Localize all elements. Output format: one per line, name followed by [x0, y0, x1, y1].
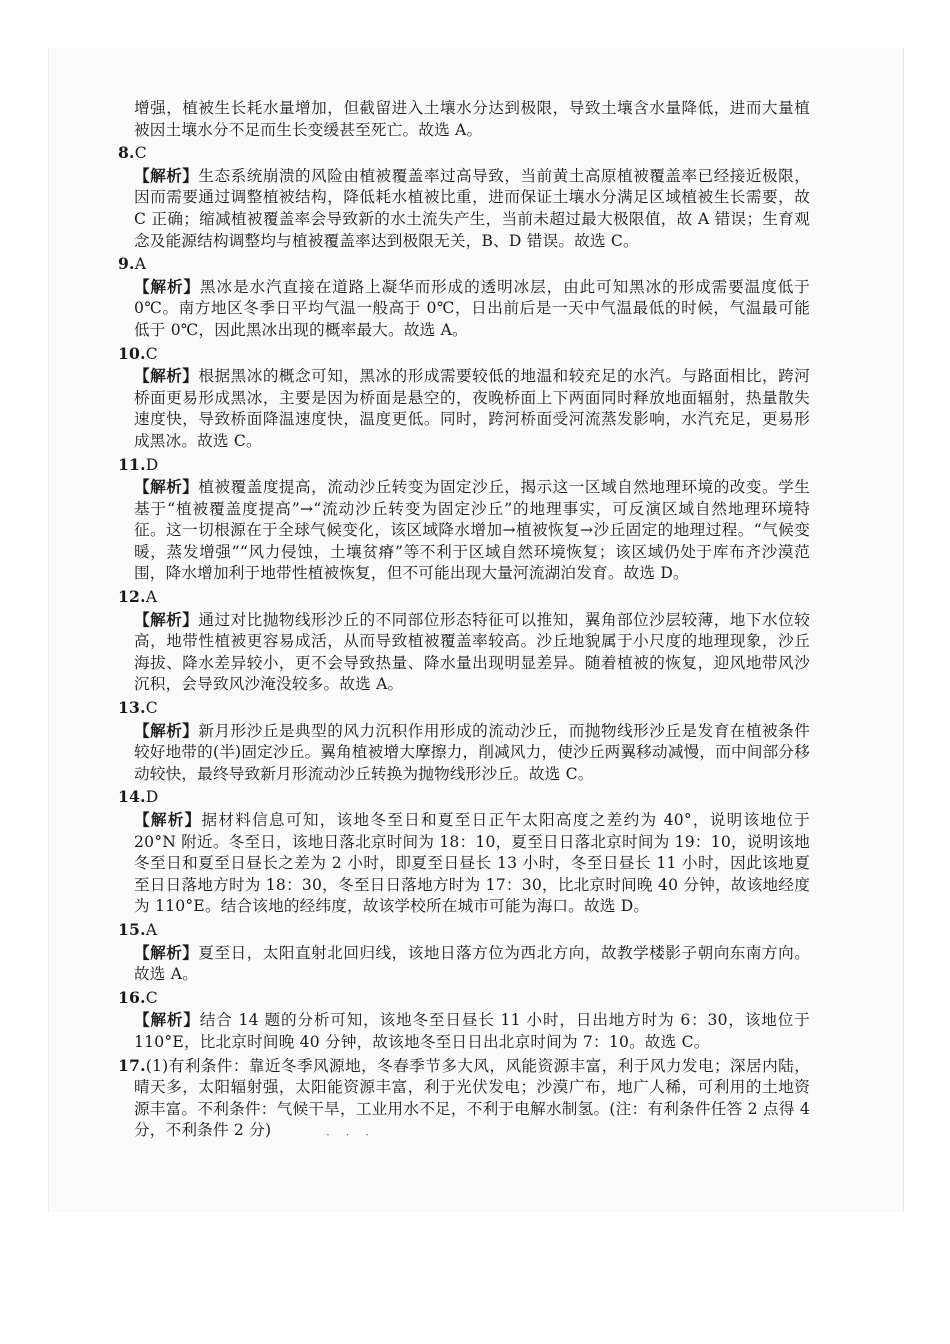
analysis-tag: 【解析】 — [134, 810, 202, 829]
question-number-text: 12. — [118, 587, 146, 607]
question-17 — [118, 1055, 810, 1142]
question-number — [118, 697, 810, 720]
q17-paragraph — [118, 1055, 810, 1142]
q17-text: (1)有利条件：靠近冬季风源地，冬春季节多大风，风能资源丰富，利于风力发电；深居内陆，晴天多，太阳辐射强，太阳能资源丰富，利于光伏发电；沙漠广布，地广人稀，可利用的土地资源丰富。不利条件：气候干旱，工业用水不足，不利于电解水制氢。(注：有利条件任答 2 点得 4 分，不利条件 2 分) — [134, 1056, 810, 1140]
analysis-text: 结合 14 题的分析可知，该地冬至日昼长 11 小时，日出地方时为 6：30，该地位于 110°E，比北京时间晚 40 分钟，故该地冬至日日出北京时间为 7：10。故选 C。 — [134, 1011, 810, 1051]
question-number — [118, 786, 810, 809]
question-item — [118, 786, 810, 918]
question-number-text: 14. — [118, 787, 146, 807]
question-item — [118, 697, 810, 785]
analysis-text: 新月形沙丘是典型的风力沉积作用形成的流动沙丘，而抛物线形沙丘是发育在植被条件较好地带的(半)固定沙丘。翼角植被增大摩擦力，削减风力，使沙丘两翼移动减慢，而中间部分移动较快，最终导致新月形流动沙丘转换为抛物线形沙丘。故选 C。 — [134, 721, 810, 783]
analysis-tag: 【解析】 — [134, 720, 199, 740]
question-item — [118, 343, 810, 453]
question-list — [118, 142, 810, 1053]
analysis-tag: 【解析】 — [134, 165, 199, 185]
question-number — [118, 253, 810, 276]
question-number-text: 10. — [118, 343, 146, 363]
question-item — [118, 586, 810, 696]
question-number — [118, 142, 810, 165]
analysis-tag: 【解析】 — [134, 942, 199, 962]
analysis-paragraph — [134, 165, 810, 252]
intro-text: 增强，植被生长耗水量增加，但截留进入土壤水分达到极限，导致土壤含水量降低，进而大量植被因土壤水分不足而生长变缓甚至死亡。故选 A。 — [134, 99, 810, 139]
scan-speck: · · · — [326, 1128, 376, 1142]
analysis-text: 生态系统崩溃的风险由植被覆盖率过高导致，当前黄土高原植被覆盖率已经接近极限，因而需要通过调整植被结构，降低耗水植被比重，进而保证土壤水分满足区域植被生长需要，故 C 正确；缩减植被覆盖率会导致新的水土流失产生，当前未超过最大极限值，故 A 错误；生育观念及能源结构调整均与植被覆盖率达到极限无关，B、D 错误。故选 C。 — [134, 166, 810, 250]
question-number — [118, 586, 810, 609]
question-number — [118, 454, 810, 477]
question-item — [118, 454, 810, 586]
question-item — [118, 253, 810, 341]
analysis-text: 根据黑冰的概念可知，黑冰的形成需要较低的地温和较充足的水汽。与路面相比，跨河桥面更易形成黑冰，主要是因为桥面是悬空的，夜晚桥面上下两面同时释放地面辐射，热量散失速度快，导致桥面降温速度快，温度更低。同时，跨河桥面受河流蒸发影响，水汽充足，更易形成黑冰。故选 C。 — [134, 367, 810, 450]
analysis-tag: 【解析】 — [134, 276, 201, 296]
analysis-tag: 【解析】 — [134, 609, 199, 629]
q17-number: 17. — [118, 1055, 146, 1075]
question-item — [118, 987, 810, 1054]
analysis-paragraph — [134, 809, 810, 918]
analysis-paragraph — [134, 276, 810, 342]
question-item — [118, 919, 810, 986]
analysis-tag: 【解析】 — [134, 477, 199, 497]
analysis-text: 植被覆盖度提高，流动沙丘转变为固定沙丘，揭示这一区域自然地理环境的改变。学生基于“植被覆盖度提高”→“流动沙丘转变为固定沙丘”的地理事实，可反演区域自然地理环境特征。这一切根源在于全球气候变化，该区域降水增加→植被恢复→沙丘固定的地理过程。“气候变暖，蒸发增强”“风力侵蚀，土壤贫瘠”等不利于区域自然环境恢复；该区域仍处于库布齐沙漠范围，降水增加利于地带性植被恢复，但不可能出现大量河流湖泊发育。故选 D。 — [134, 478, 810, 583]
analysis-paragraph — [134, 476, 810, 585]
analysis-paragraph — [134, 1009, 810, 1053]
question-answer: A — [145, 588, 158, 607]
analysis-paragraph — [134, 720, 810, 786]
question-item — [118, 142, 810, 252]
question-answer: C — [145, 988, 158, 1007]
question-answer: D — [145, 455, 159, 474]
analysis-tag: 【解析】 — [134, 1010, 200, 1030]
question-answer: A — [134, 255, 147, 274]
question-number — [118, 919, 810, 942]
analysis-paragraph — [134, 942, 810, 986]
question-answer: A — [145, 920, 158, 939]
analysis-paragraph — [134, 365, 810, 452]
analysis-text: 黑冰是水汽直接在道路上凝华而形成的透明冰层，由此可知黑冰的形成需要温度低于 0℃。南方地区冬季日平均气温一般高于 0℃，日出前后是一天中气温最低的时候，气温最可能低于 0℃，因此黑冰出现的概率最大。故选 A。 — [134, 277, 810, 339]
question-number-text: 16. — [118, 987, 146, 1007]
intro-paragraph — [134, 98, 810, 141]
analysis-text: 夏至日，太阳直射北回归线，该地日落方位为西北方向，故教学楼影子朝向东南方向。故选 A。 — [134, 943, 810, 984]
question-number-text: 8. — [118, 143, 135, 163]
question-number-text: 11. — [118, 454, 146, 474]
question-answer: C — [145, 699, 158, 718]
analysis-text: 据材料信息可知，该地冬至日和夏至日正午太阳高度之差约为 40°，说明该地位于 20°N 附近。冬至日，该地日落北京时间为 18：10，夏至日日落北京时间为 19：10，说明该地冬至日和夏至日昼长之差为 2 小时，即夏至日昼长 13 小时，冬至日昼长 11 小时，因此该地夏至日日落地方时为 18：30，冬至日日落地方时为 17：30，比北京时间晚 40 分钟，故该地经度为 110°E。结合该地的经纬度，故该学校所在城市可能为海口。故选 D。 — [134, 811, 810, 916]
analysis-paragraph — [134, 609, 810, 696]
question-number — [118, 343, 810, 366]
question-number — [118, 987, 810, 1010]
question-answer: D — [145, 788, 159, 807]
analysis-text: 通过对比抛物线形沙丘的不同部位形态特征可以推知，翼角部位沙层较薄，地下水位较高，地带性植被更容易成活，从而导致植被覆盖率较高。沙丘地貌属于小尺度的地理现象，沙丘海拔、降水差异较小，更不会导致热量、降水量出现明显差异。随着植被的恢复，迎风地带风沙沉积，会导致风沙淹没较多。故选 A。 — [134, 610, 810, 694]
question-answer: C — [134, 144, 147, 163]
analysis-tag: 【解析】 — [134, 366, 199, 386]
question-number-text: 15. — [118, 919, 146, 939]
question-number-text: 9. — [118, 254, 135, 274]
question-number-text: 13. — [118, 698, 146, 718]
question-answer: C — [145, 344, 158, 363]
answer-content — [118, 98, 810, 1143]
